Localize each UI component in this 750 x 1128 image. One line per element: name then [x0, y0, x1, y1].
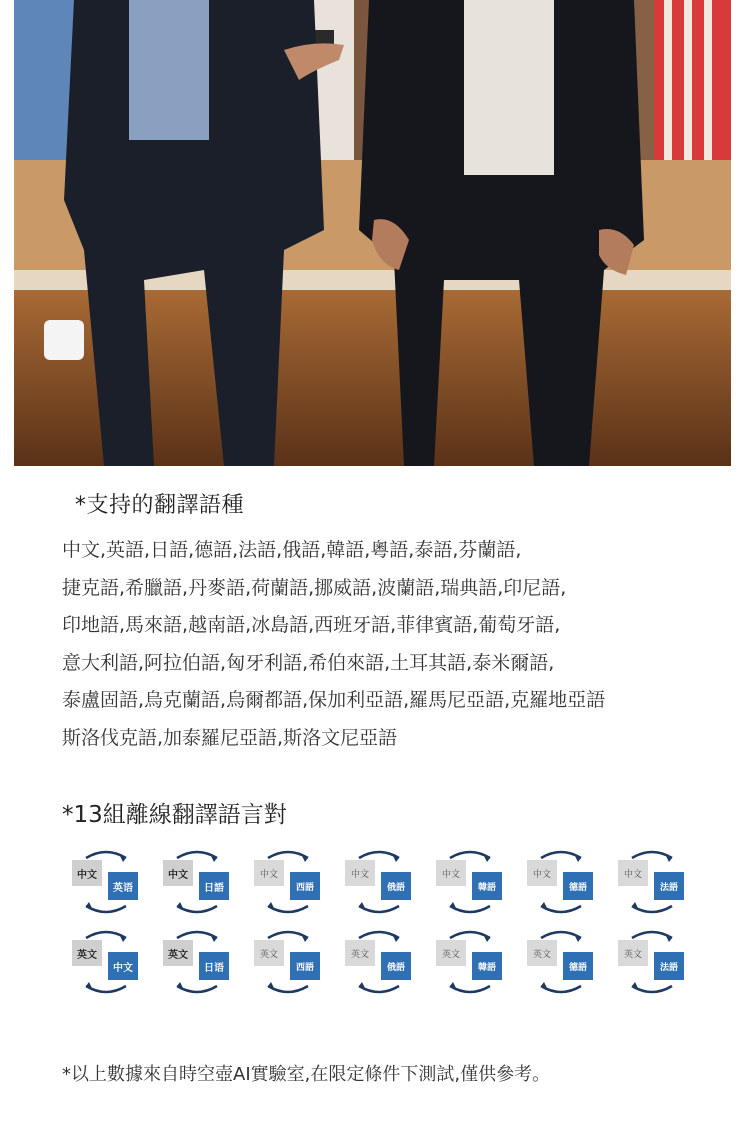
offline-pairs-row: [72, 928, 712, 1008]
hero-photo: [14, 0, 731, 466]
source-language-box: 中文: [254, 860, 284, 886]
source-language-box: 英文: [72, 940, 102, 966]
source-language-box: 英文: [163, 940, 193, 966]
language-pair: [163, 928, 231, 996]
language-pair: [72, 848, 140, 916]
language-pair: [345, 848, 413, 916]
language-pair: [436, 848, 504, 916]
language-pair: [618, 848, 686, 916]
language-pair: [436, 928, 504, 996]
language-pair: [527, 848, 595, 916]
target-language-box: 法語: [654, 872, 684, 900]
language-line: 斯洛伐克語,加泰羅尼亞語,斯洛文尼亞語: [62, 726, 398, 749]
language-pair: [345, 928, 413, 996]
language-pair: [527, 928, 595, 996]
offline-pairs-row: [72, 848, 712, 928]
offline-pairs-grid: [72, 848, 712, 1008]
language-line: 意大利語,阿拉伯語,匈牙利語,希伯來語,土耳其語,泰米爾語,: [62, 651, 555, 674]
supported-languages-list: [62, 532, 712, 757]
target-language-box: 西語: [290, 872, 320, 900]
target-language-box: 中文: [108, 952, 138, 980]
target-language-box: 俄語: [381, 952, 411, 980]
source-language-box: 英文: [345, 940, 375, 966]
target-language-box: 德語: [563, 952, 593, 980]
hero-photo-illustration: [14, 0, 731, 466]
target-language-box: 俄語: [381, 872, 411, 900]
language-pair: [72, 928, 140, 996]
source-language-box: 英文: [436, 940, 466, 966]
disclaimer-note: *以上數據來自時空壺AI實驗室,在限定條件下測試,僅供參考。: [62, 1064, 551, 1085]
offline-pairs-title: *13組離線翻譯語言對: [62, 802, 287, 828]
target-language-box: 日语: [199, 952, 229, 980]
source-language-box: 中文: [527, 860, 557, 886]
target-language-box: 韓語: [472, 952, 502, 980]
target-language-box: 韓語: [472, 872, 502, 900]
language-line: 捷克語,希臘語,丹麥語,荷蘭語,挪威語,波蘭語,瑞典語,印尼語,: [62, 576, 567, 599]
language-pair: [254, 848, 322, 916]
source-language-box: 中文: [163, 860, 193, 886]
language-pair: [254, 928, 322, 996]
source-language-box: 中文: [72, 860, 102, 886]
target-language-box: 德語: [563, 872, 593, 900]
source-language-box: 中文: [618, 860, 648, 886]
target-language-box: 日語: [199, 872, 229, 900]
language-pair: [618, 928, 686, 996]
language-line: 中文,英語,日語,德語,法語,俄語,韓語,粵語,泰語,芬蘭語,: [62, 539, 522, 561]
source-language-box: 英文: [618, 940, 648, 966]
source-language-box: 中文: [436, 860, 466, 886]
language-line: 泰盧固語,烏克蘭語,烏爾都語,保加利亞語,羅馬尼亞語,克羅地亞語: [62, 689, 606, 711]
supported-languages-title: *支持的翻譯語種: [75, 493, 245, 518]
language-pair: [163, 848, 231, 916]
source-language-box: 中文: [345, 860, 375, 886]
language-line: 印地語,馬來語,越南語,冰島語,西班牙語,菲律賓語,葡萄牙語,: [62, 614, 561, 636]
target-language-box: 法語: [654, 952, 684, 980]
target-language-box: 英语: [108, 872, 138, 900]
source-language-box: 英文: [254, 940, 284, 966]
target-language-box: 西語: [290, 952, 320, 980]
source-language-box: 英文: [527, 940, 557, 966]
